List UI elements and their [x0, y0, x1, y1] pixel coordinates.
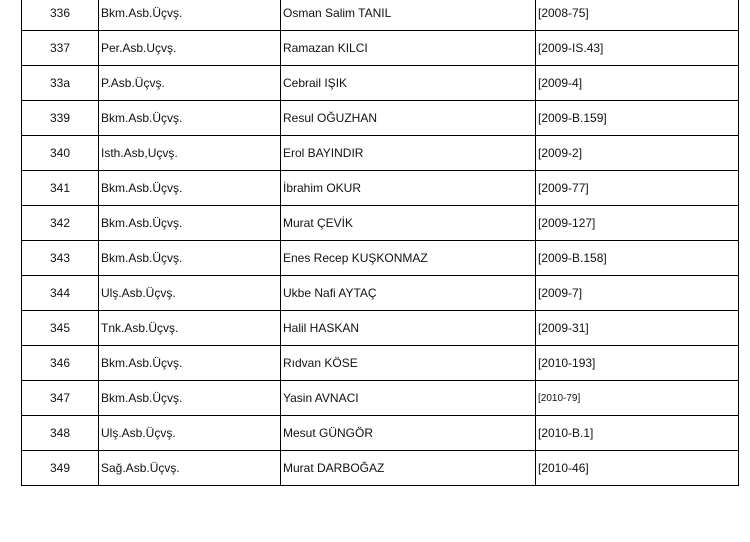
row-name: Enes Recep KUŞKONMAZ	[281, 241, 536, 276]
row-name: Ukbe Nafi AYTAÇ	[281, 276, 536, 311]
row-code: [2009-77]	[536, 171, 739, 206]
row-code: [2009-4]	[536, 66, 739, 101]
row-rank: Per.Asb.Uçvş.	[99, 31, 281, 66]
row-name: Rıdvan KÖSE	[281, 346, 536, 381]
row-rank: Isth.Asb,Uçvş.	[99, 136, 281, 171]
table-row	[22, 101, 739, 136]
row-name: İbrahim OKUR	[281, 171, 536, 206]
row-number: 341	[22, 171, 99, 206]
row-rank: Tnk.Asb.Üçvş.	[99, 311, 281, 346]
row-number: 337	[22, 31, 99, 66]
row-name: Halil HASKAN	[281, 311, 536, 346]
row-code: [2009-127]	[536, 206, 739, 241]
row-code: [2009-B.158]	[536, 241, 739, 276]
row-rank: Ulş.Asb.Üçvş.	[99, 416, 281, 451]
row-number: 345	[22, 311, 99, 346]
table-row	[22, 346, 739, 381]
row-rank: Bkm.Asb.Üçvş.	[99, 101, 281, 136]
row-number: 343	[22, 241, 99, 276]
row-rank: Bkm.Asb.Üçvş.	[99, 381, 281, 416]
row-rank: Sağ.Asb.Üçvş.	[99, 451, 281, 486]
table-row	[22, 136, 739, 171]
table-row	[22, 241, 739, 276]
row-code: [2009-B.159]	[536, 101, 739, 136]
table-row	[22, 416, 739, 451]
table-row	[22, 0, 739, 31]
row-code: [2009-31]	[536, 311, 739, 346]
row-code: [2010-79]	[536, 381, 739, 416]
personnel-table	[21, 0, 739, 486]
row-name: Cebrail IŞIK	[281, 66, 536, 101]
row-code: [2010-193]	[536, 346, 739, 381]
row-code: [2009-2]	[536, 136, 739, 171]
row-name: Murat DARBOĞAZ	[281, 451, 536, 486]
row-rank: Bkm.Asb.Üçvş.	[99, 346, 281, 381]
table-row	[22, 171, 739, 206]
row-rank: Bkm.Asb.Üçvş.	[99, 206, 281, 241]
table-row	[22, 31, 739, 66]
row-code: [2009-IS.43]	[536, 31, 739, 66]
table-row	[22, 311, 739, 346]
row-rank: Ulş.Asb.Üçvş.	[99, 276, 281, 311]
row-number: 346	[22, 346, 99, 381]
row-number: 348	[22, 416, 99, 451]
row-rank: P.Asb.Üçvş.	[99, 66, 281, 101]
row-number: 339	[22, 101, 99, 136]
row-name: Osman Salim TANIL	[281, 0, 536, 31]
row-code: [2008-75]	[536, 0, 739, 31]
personnel-table-container	[21, 0, 738, 486]
row-number: 340	[22, 136, 99, 171]
table-row	[22, 451, 739, 486]
row-code: [2009-7]	[536, 276, 739, 311]
row-number: 342	[22, 206, 99, 241]
table-row	[22, 276, 739, 311]
row-name: Mesut GÜNGÖR	[281, 416, 536, 451]
row-rank: Bkm.Asb.Üçvş.	[99, 171, 281, 206]
table-row	[22, 381, 739, 416]
row-number: 336	[22, 0, 99, 31]
row-name: Yasin AVNACI	[281, 381, 536, 416]
table-row	[22, 206, 739, 241]
row-number: 33a	[22, 66, 99, 101]
row-number: 344	[22, 276, 99, 311]
row-name: Ramazan KILCI	[281, 31, 536, 66]
row-name: Murat ÇEVİK	[281, 206, 536, 241]
row-code: [2010-46]	[536, 451, 739, 486]
table-row	[22, 66, 739, 101]
row-name: Erol BAYINDIR	[281, 136, 536, 171]
row-name: Resul OĞUZHAN	[281, 101, 536, 136]
row-code: [2010-B.1]	[536, 416, 739, 451]
row-number: 347	[22, 381, 99, 416]
row-rank: Bkm.Asb.Üçvş.	[99, 0, 281, 31]
row-number: 349	[22, 451, 99, 486]
row-rank: Bkm.Asb.Üçvş.	[99, 241, 281, 276]
